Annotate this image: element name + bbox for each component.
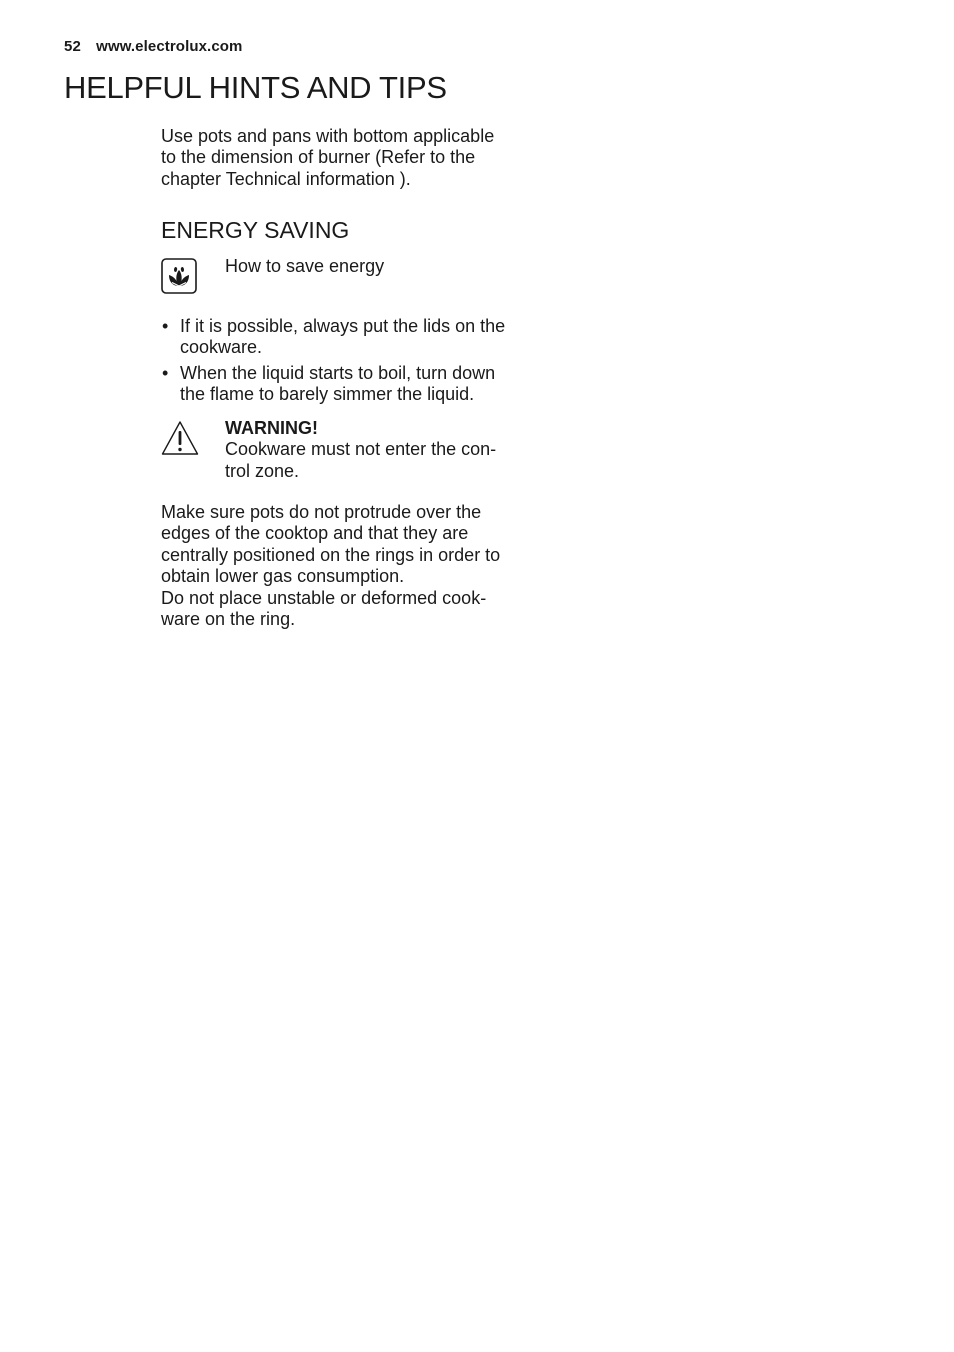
page-number: 52 [64, 38, 81, 55]
energy-tip-label: How to save energy [225, 256, 385, 276]
closing-line: Do not place unstable or deformed cook- [161, 587, 487, 608]
energy-tips-list [161, 316, 521, 410]
section-title-energy-saving: ENERGY SAVING [161, 217, 350, 243]
intro-line: to the dimension of burner (Refer to the [161, 147, 476, 168]
list-item-line: cookware. [180, 337, 263, 358]
warning-line: Cookware must not enter the con- [225, 439, 497, 460]
warning-triangle-icon [161, 420, 199, 456]
warning-block [161, 418, 521, 488]
energy-tip-row [161, 256, 521, 296]
warning-line: trol zone. [225, 460, 300, 481]
closing-line: centrally positioned on the rings in order to [161, 544, 501, 565]
list-item-line: the flame to barely simmer the liquid. [180, 384, 475, 405]
warning-text [225, 418, 521, 482]
closing-line: Make sure pots do not protrude over the [161, 502, 482, 522]
closing-line: ware on the ring. [161, 609, 296, 630]
page-header [64, 38, 242, 55]
list-item-line: • If it is possible, always put the lids on the [180, 316, 506, 336]
list-item [161, 363, 521, 406]
closing-line: edges of the cooktop and that they are [161, 523, 469, 544]
intro-line: chapter Technical information ). [161, 168, 411, 189]
energy-leaf-icon [161, 258, 197, 294]
closing-paragraph [161, 502, 521, 630]
website-url: www.electrolux.com [96, 38, 243, 55]
list-item-line: • When the liquid starts to boil, turn down [180, 362, 496, 383]
intro-line: Use pots and pans with bottom applicable [161, 126, 495, 146]
page-title: HELPFUL HINTS AND TIPS [64, 70, 447, 105]
warning-title: WARNING! [225, 418, 318, 438]
intro-paragraph [161, 126, 521, 190]
list-item [161, 316, 521, 359]
closing-line: obtain lower gas consumption. [161, 566, 405, 587]
